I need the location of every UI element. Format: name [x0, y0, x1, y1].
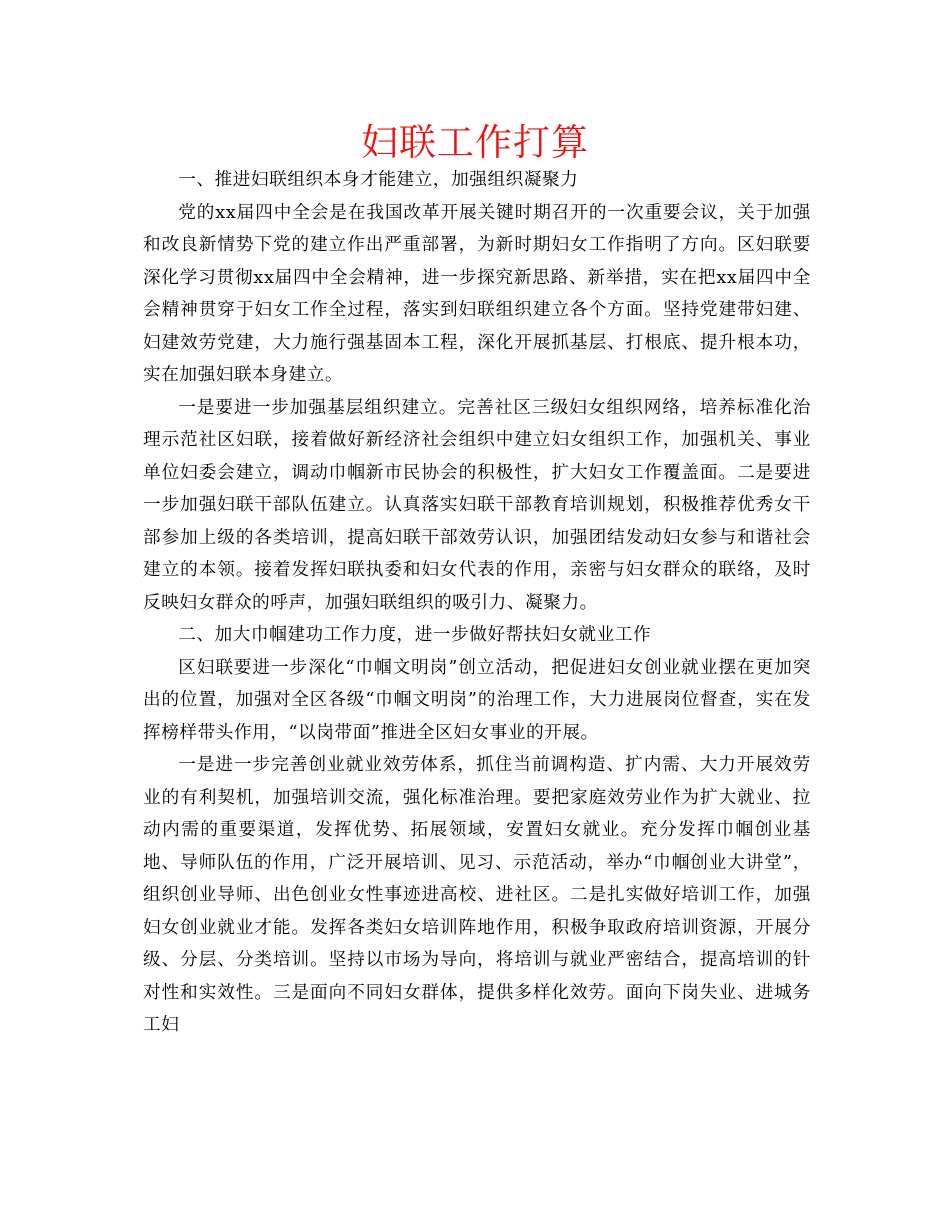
document-body [143, 164, 811, 1042]
paragraph: 一是进一步完善创业就业效劳体系，抓住当前调构造、扩内需、大力开展效劳业的有利契机，加强培训交流，强化标准治理。要把家庭效劳业作为扩大就业、拉动内需的重要渠道，发挥优势、拓展领域，安置妇女就业。充分发挥巾帼创业基地、导师队伍的作用，广泛开展培训、见习、示范活动，举办“巾帼创业大讲堂”，组织创业导师、出色创业女性事迹进高校、进社区。二是扎实做好培训工作，加强妇女创业就业才能。发挥各类妇女培训阵地作用，积极争取政府培训资源，开展分级、分层、分类培训。坚持以市场为导向，将培训与就业严密结合，提高培训的针对性和实效性。三是面向不同妇女群体，提供多样化效劳。面向下岗失业、进城务工妇 [143, 755, 811, 1035]
paragraph: 一是要进一步加强基层组织建立。完善社区三级妇女组织网络，培养标准化治理示范社区妇联，接着做好新经济社会组织中建立妇女组织工作，加强机关、事业单位妇委会建立，调动巾帼新市民协会的积极性，扩大妇女工作覆盖面。二是要进一步加强妇联干部队伍建立。认真落实妇联干部教育培训规划，积极推荐优秀女干部参加上级的各类培训，提高妇联干部效劳认识，加强团结发动妇女参与和谐社会建立的本领。接着发挥妇联执委和妇女代表的作用，亲密与妇女群众的联络，及时反映妇女群众的呼声，加强妇联组织的吸引力、凝聚力。 [143, 397, 811, 613]
document-title: 妇联工作打算 [361, 121, 589, 164]
section-heading-1: 一、推进妇联组织本身才能建立，加强组织凝聚力 [178, 170, 579, 190]
paragraph: 党的xx届四中全会是在我国改革开展关键时期召开的一次重要会议，关于加强和改良新情势下党的建立作出严重部署，为新时期妇女工作指明了方向。区妇联要深化学习贯彻xx届四中全会精神，进一步探究新思路、新举措，实在把xx届四中全会精神贯穿于妇女工作全过程，落实到妇联组织建立各个方面。坚持党建带妇建、妇建效劳党建，大力施行强基固本工程，深化开展抓基层、打根底、提升根本功，实在加强妇联本身建立。 [143, 202, 811, 385]
section-heading-2: 二、加大巾帼建功工作力度，进一步做好帮扶妇女就业工作 [178, 625, 652, 645]
paragraph: 区妇联要进一步深化“巾帼文明岗”创立活动，把促进妇女创业就业摆在更加突出的位置，加强对全区各级“巾帼文明岗”的治理工作，大力进展岗位督查，实在发挥榜样带头作用，“以岗带面”推进全区妇女事业的开展。 [143, 657, 811, 743]
